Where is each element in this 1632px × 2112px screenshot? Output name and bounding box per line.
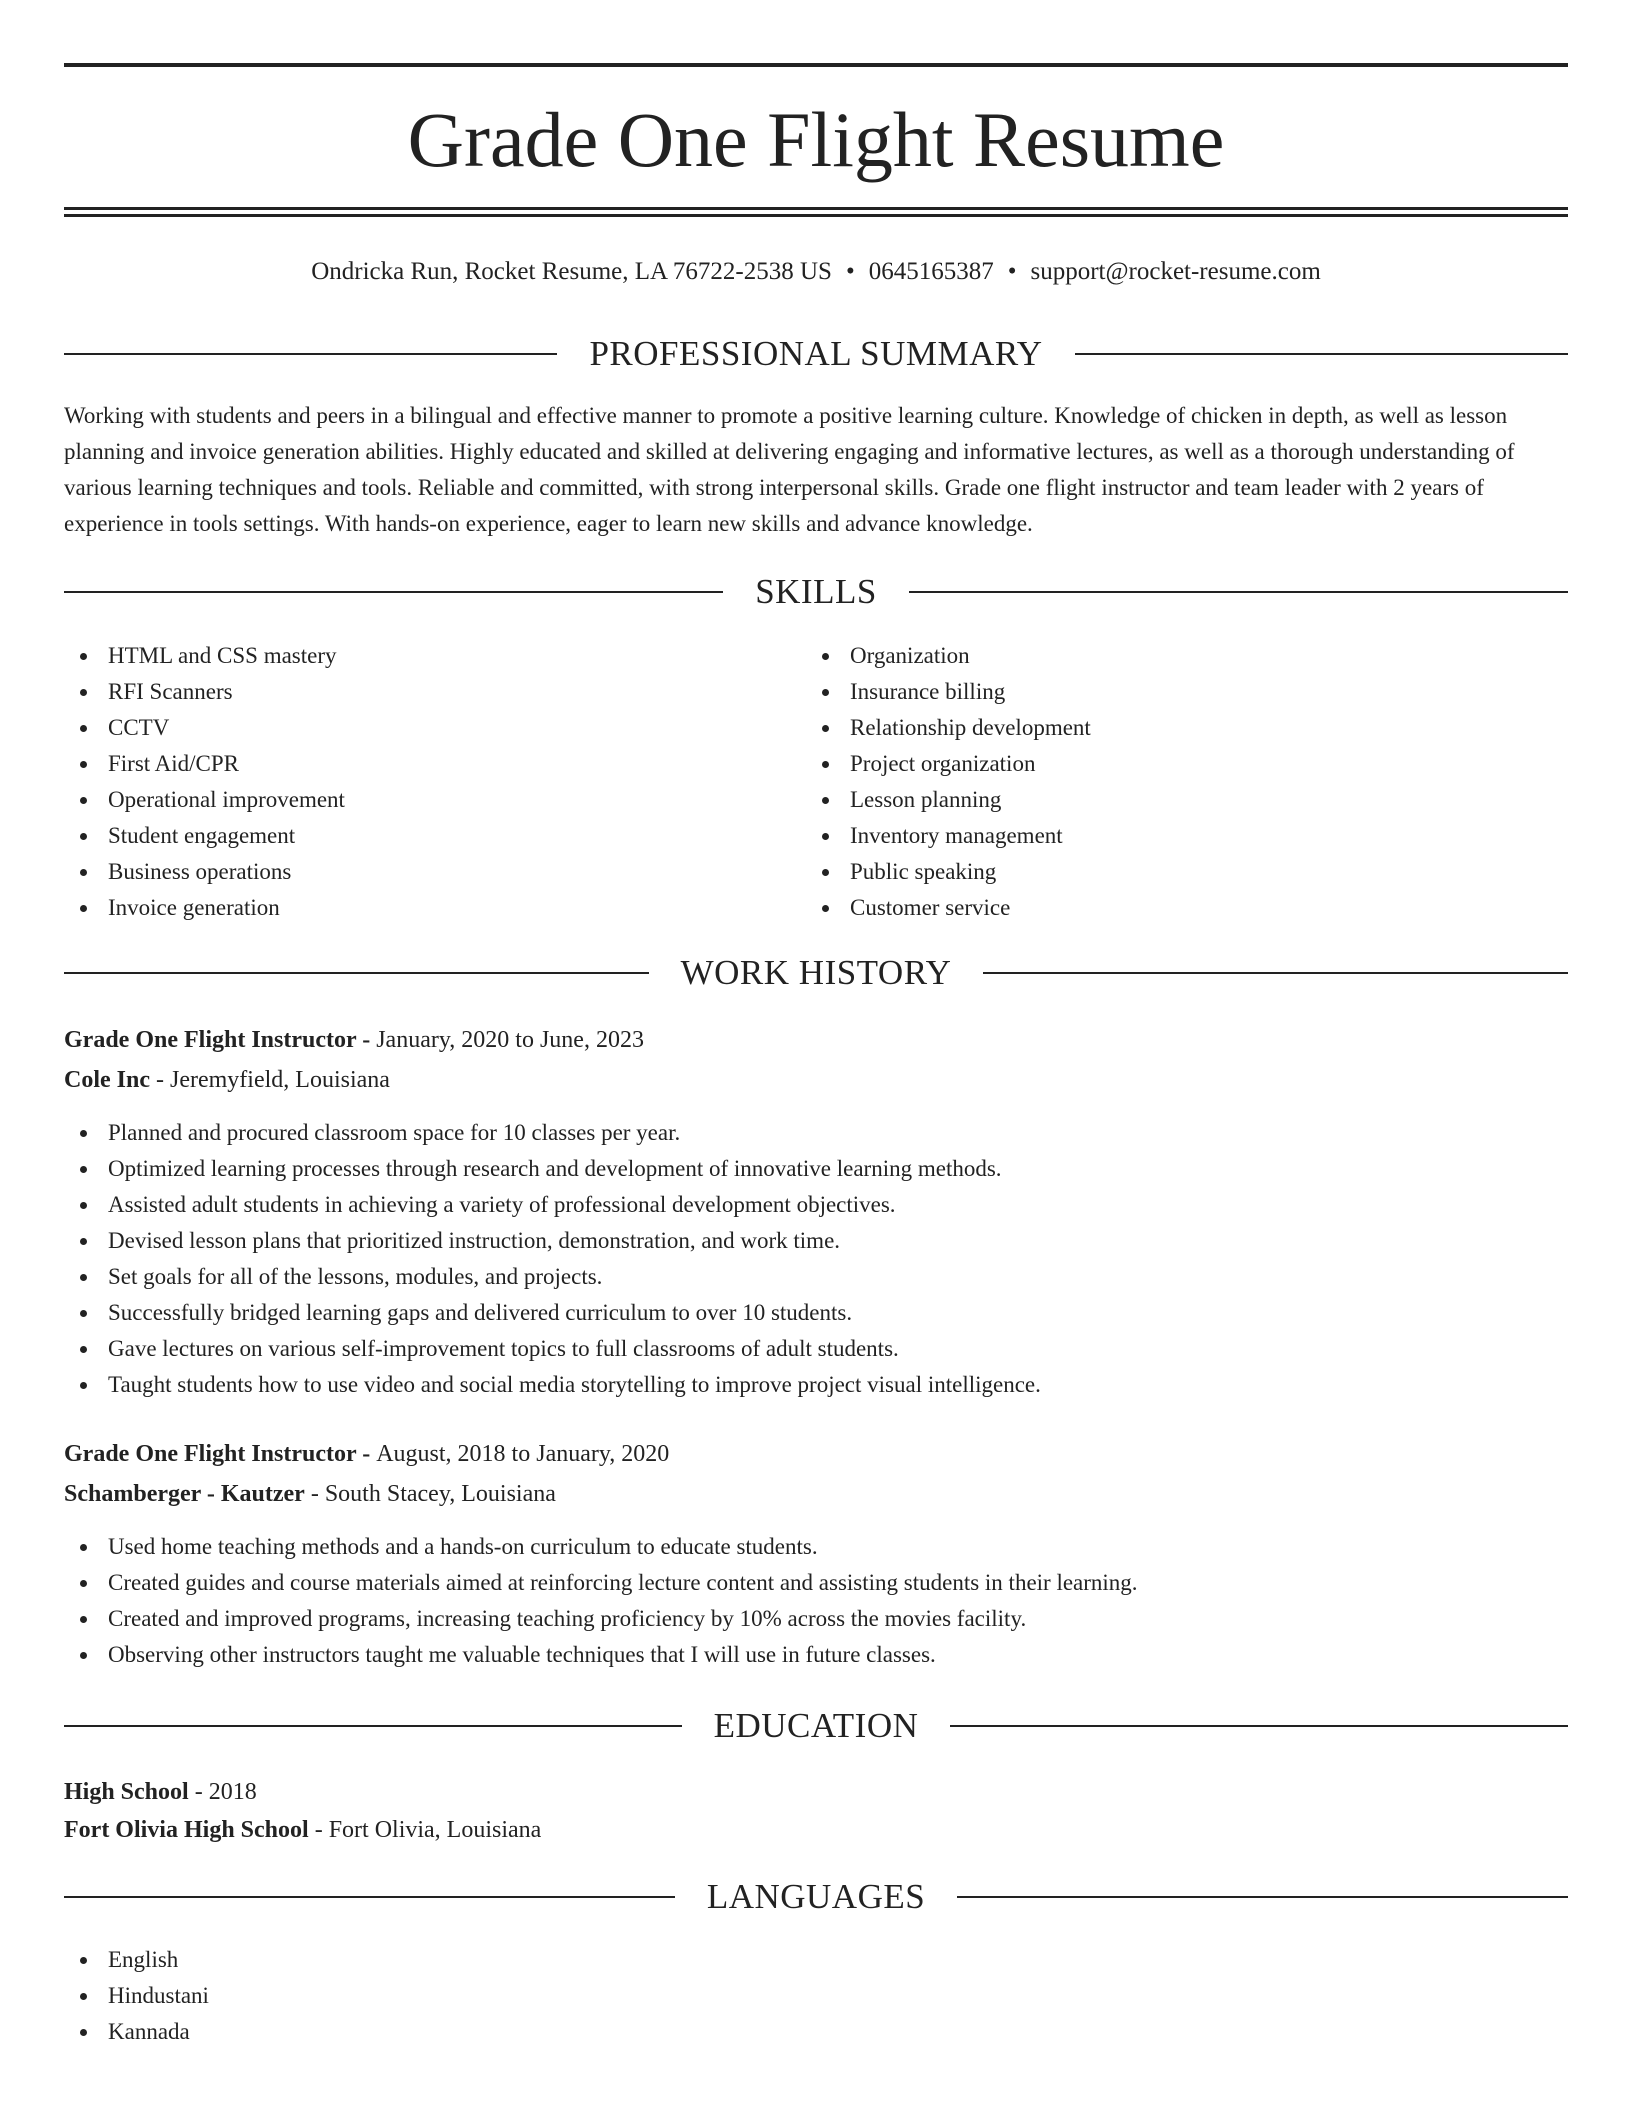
heading-rule-right	[983, 972, 1568, 974]
skill-item: Inventory management	[806, 818, 1091, 854]
education-school-line: Fort Olivia High School - Fort Olivia, Louisiana	[64, 1817, 542, 1843]
language-item: Hindustani	[64, 1978, 209, 2014]
job-bullet: Assisted adult students in achieving a variety of professional development objectives.	[64, 1187, 1041, 1223]
top-rule	[64, 63, 1568, 67]
education-heading	[64, 1704, 1568, 1748]
summary-heading-label: PROFESSIONAL SUMMARY	[589, 334, 1043, 373]
work-heading	[64, 951, 1568, 995]
job-company-line: Schamberger - Kautzer - South Stacey, Louisiana	[64, 1481, 556, 1507]
job-title-line: Grade One Flight Instructor - August, 2018 to January, 2020	[64, 1441, 670, 1467]
skills-heading-label: SKILLS	[755, 572, 877, 611]
summary-heading	[64, 332, 1568, 376]
job-bullet: Devised lesson plans that prioritized instruction, demonstration, and work time.	[64, 1223, 1041, 1259]
heading-rule-right	[909, 591, 1568, 593]
skill-item: Project organization	[806, 746, 1091, 782]
skill-item: Student engagement	[64, 818, 345, 854]
contact-address: Ondricka Run, Rocket Resume, LA 76722-2538 US	[311, 258, 832, 285]
job-company: Cole Inc	[64, 1067, 150, 1093]
job-bullet: Observing other instructors taught me valuable techniques that I will use in future classes.	[64, 1637, 1138, 1673]
job-bullet: Successfully bridged learning gaps and delivered curriculum to over 10 students.	[64, 1295, 1041, 1331]
language-item: Kannada	[64, 2014, 209, 2050]
job-dates: August, 2018 to January, 2020	[376, 1441, 670, 1467]
heading-rule-left	[64, 591, 723, 593]
language-item: English	[64, 1942, 209, 1978]
job-bullet: Gave lectures on various self-improvement topics to full classrooms of adult students.	[64, 1331, 1041, 1367]
heading-rule-left	[64, 972, 649, 974]
job-bullets	[64, 1529, 1138, 1673]
heading-rule-left	[64, 1896, 675, 1898]
job-dates: January, 2020 to June, 2023	[376, 1027, 644, 1053]
skill-item: RFI Scanners	[64, 674, 345, 710]
skill-item: Invoice generation	[64, 890, 345, 926]
contact-email: support@rocket-resume.com	[1030, 258, 1321, 285]
skill-item: Operational improvement	[64, 782, 345, 818]
heading-rule-left	[64, 353, 557, 355]
job-bullet: Taught students how to use video and social media storytelling to improve project visual intelligence.	[64, 1367, 1041, 1403]
job-location: Jeremyfield, Louisiana	[170, 1067, 390, 1093]
languages-list	[64, 1942, 209, 2050]
job-bullet: Optimized learning processes through research and development of innovative learning methods.	[64, 1151, 1041, 1187]
job-title: Grade One Flight Instructor	[64, 1027, 357, 1053]
job-bullets	[64, 1115, 1041, 1403]
heading-rule-right	[957, 1896, 1568, 1898]
contact-phone: 0645165387	[868, 258, 994, 285]
job-bullet: Planned and procured classroom space for 10 classes per year.	[64, 1115, 1041, 1151]
job-title-line: Grade One Flight Instructor - January, 2020 to June, 2023	[64, 1027, 644, 1053]
heading-rule-left	[64, 1725, 682, 1727]
skill-item: Public speaking	[806, 854, 1091, 890]
contact-separator: •	[1007, 258, 1017, 285]
heading-rule-right	[1075, 353, 1568, 355]
work-heading-label: WORK HISTORY	[680, 953, 952, 992]
job-bullet: Used home teaching methods and a hands-on curriculum to educate students.	[64, 1529, 1138, 1565]
skill-item: First Aid/CPR	[64, 746, 345, 782]
job-location: South Stacey, Louisiana	[324, 1481, 556, 1507]
skill-item: Business operations	[64, 854, 345, 890]
resume-title: Grade One Flight Resume	[407, 96, 1225, 183]
skill-item: CCTV	[64, 710, 345, 746]
summary-text: Working with students and peers in a bilingual and effective manner to promote a positive learning culture. Knowledge of chicken in depth, as well as lesson planning and invoice generation abilities. Highly educated and skilled at delivering engaging and informative lectures, as well as a thorough understanding of various learning techniques and tools. Reliable and committed, with strong interpersonal skills. Grade one flight instructor and team leader with 2 years of experience in tools settings. With hands-on experience, eager to learn new skills and advance knowledge.	[64, 403, 1515, 536]
job-bullet: Created and improved programs, increasing teaching proficiency by 10% across the movies facility.	[64, 1601, 1138, 1637]
contact-line	[64, 254, 1568, 290]
education-degree-line: High School - 2018	[64, 1779, 257, 1805]
skill-item: Customer service	[806, 890, 1091, 926]
education-school: Fort Olivia High School	[64, 1817, 309, 1843]
job-bullet: Set goals for all of the lessons, modules, and projects.	[64, 1259, 1041, 1295]
skill-item: Insurance billing	[806, 674, 1091, 710]
skill-item: Relationship development	[806, 710, 1091, 746]
skill-item: Organization	[806, 638, 1091, 674]
contact-separator: •	[845, 258, 855, 285]
title-double-rule	[64, 207, 1568, 217]
education-heading-label: EDUCATION	[713, 1706, 919, 1745]
skill-item: Lesson planning	[806, 782, 1091, 818]
job-title: Grade One Flight Instructor	[64, 1441, 357, 1467]
heading-rule-right	[950, 1725, 1568, 1727]
job-bullet: Created guides and course materials aimed at reinforcing lecture content and assisting students in their learning.	[64, 1565, 1138, 1601]
languages-heading-label: LANGUAGES	[706, 1877, 926, 1916]
skill-item: HTML and CSS mastery	[64, 638, 345, 674]
education-degree: High School	[64, 1779, 189, 1805]
skills-list-left	[64, 638, 345, 926]
education-year: 2018	[208, 1779, 257, 1805]
skills-heading	[64, 570, 1568, 614]
languages-heading	[64, 1875, 1568, 1919]
job-company: Schamberger - Kautzer	[64, 1481, 305, 1507]
skills-list-right	[806, 638, 1091, 926]
job-company-line: Cole Inc - Jeremyfield, Louisiana	[64, 1067, 390, 1093]
education-location: Fort Olivia, Louisiana	[328, 1817, 542, 1843]
